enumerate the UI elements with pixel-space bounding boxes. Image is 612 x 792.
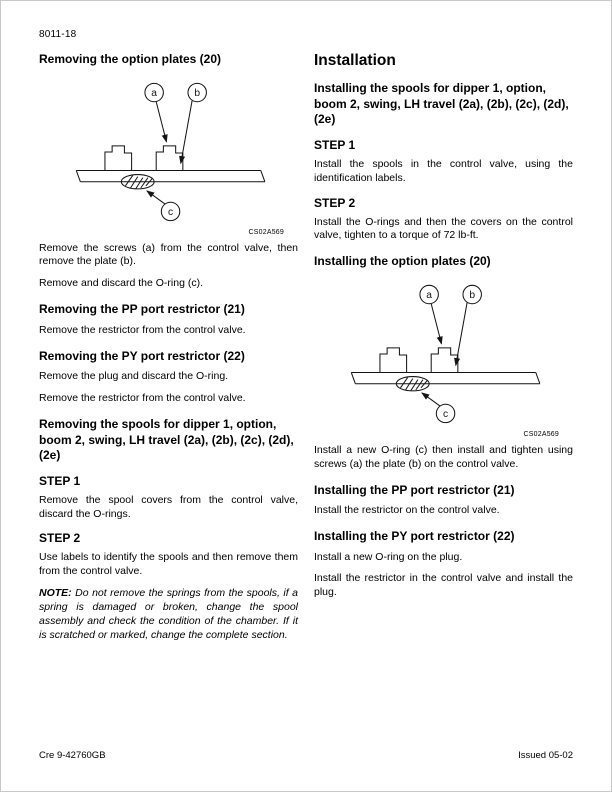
- paragraph-install-restrictor-plug: Install the restrictor in the control valve and install the plug.: [314, 572, 573, 599]
- paragraph-remove-pp: Remove the restrictor from the control valve.: [39, 323, 246, 336]
- option-plate-diagram: [66, 76, 271, 228]
- content-columns: [39, 52, 573, 651]
- paragraph-discard-oring: Remove and discard the O-ring (c).: [39, 277, 203, 290]
- right-column: [314, 52, 573, 651]
- page-footer: [39, 750, 573, 761]
- option-plate-right: [431, 348, 458, 373]
- figure-option-plates-installation: [314, 278, 573, 438]
- callout-a-leader: [431, 304, 441, 344]
- plate-right-end: [536, 372, 540, 383]
- callout-b-label: b: [469, 289, 476, 301]
- option-plate-right: [156, 145, 183, 170]
- callout-c-leader: [147, 191, 165, 204]
- callout-a-label: a: [151, 87, 158, 99]
- paragraph-install-pp: Install the restrictor on the control valve.: [314, 504, 500, 517]
- paragraph-remove-screws: Remove the screws (a) from the control valve, then remove the plate (b).: [39, 241, 298, 268]
- heading-removing-pp-restrictor: Removing the PP port restrictor (21): [39, 302, 245, 317]
- paragraph-install-oring-plug: Install a new O-ring on the plug.: [314, 550, 463, 563]
- callout-c-label: c: [167, 206, 174, 218]
- figure-caption: CS02A569: [523, 430, 559, 438]
- figure-option-plates-removal: [39, 76, 298, 236]
- footer-issue-date: Issued 05-02: [518, 750, 573, 761]
- callout-b-leader: [456, 303, 467, 366]
- install-step-2-heading: STEP 2: [314, 195, 356, 210]
- step-2-heading: STEP 2: [39, 531, 81, 546]
- paragraph-install-orings-covers: Install the O-rings and then the covers on the control valve, tighten to a torque of 72 lb-ft.: [314, 215, 573, 242]
- heading-removing-option-plates: Removing the option plates (20): [39, 52, 222, 66]
- page-number: 8011-18: [39, 29, 77, 40]
- note-paragraph: [39, 587, 298, 642]
- plate-left-end: [76, 170, 80, 181]
- callout-a-label: a: [426, 289, 433, 301]
- heading-installing-pp-restrictor: Installing the PP port restrictor (21): [314, 482, 515, 497]
- heading-installing-py-restrictor: Installing the PY port restrictor (22): [314, 528, 515, 543]
- install-step-1-heading: STEP 1: [314, 137, 356, 152]
- paragraph-remove-py-restrictor: Remove the restrictor from the control valve.: [39, 392, 246, 405]
- footer-document-code: Cre 9-42760GB: [39, 750, 106, 761]
- heading-installing-option-plates: Installing the option plates (20): [314, 254, 491, 269]
- paragraph-label-spools: Use labels to identify the spools and then remove them from the control valve.: [39, 551, 298, 578]
- callout-b-leader: [181, 100, 192, 163]
- callout-c-label: c: [442, 408, 449, 420]
- heading-removing-spools: Removing the spools for dipper 1, option, boom 2, swing, LH travel (2a), (2b), (2c), (2d), (2e): [39, 416, 294, 463]
- installation-title: Installation: [314, 52, 396, 69]
- option-plate-left: [105, 145, 132, 170]
- plate-right-end: [261, 170, 265, 181]
- callout-c-leader: [422, 393, 440, 406]
- option-plate-left: [380, 348, 407, 373]
- callout-b-label: b: [194, 87, 201, 99]
- callout-a-leader: [156, 101, 166, 141]
- heading-removing-py-restrictor: Removing the PY port restrictor (22): [39, 348, 245, 363]
- paragraph-remove-plug: Remove the plug and discard the O-ring.: [39, 370, 229, 383]
- note-text: Do not remove the springs from the spools, if a spring is damaged or broken, change the spool assembly and check the condition of the chamber. If it is scratched or marked, change the complete section.: [39, 587, 299, 641]
- paragraph-install-new-oring: Install a new O-ring (c) then install and tighten using screws (a) the plate (b) on the control valve.: [314, 443, 573, 470]
- option-plate-diagram: [341, 278, 546, 430]
- left-column: [39, 52, 298, 651]
- step-1-heading: STEP 1: [39, 473, 81, 488]
- heading-installing-spools: Installing the spools for dipper 1, option, boom 2, swing, LH travel (2a), (2b), (2c), (2d), (2e): [314, 81, 569, 127]
- figure-caption: CS02A569: [248, 228, 284, 236]
- paragraph-remove-spool-covers: Remove the spool covers from the control valve, discard the O-rings.: [39, 493, 298, 520]
- paragraph-install-spools: Install the spools in the control valve, using the identification labels.: [314, 157, 573, 184]
- plate-left-end: [351, 372, 355, 383]
- note-label: NOTE:: [39, 587, 72, 600]
